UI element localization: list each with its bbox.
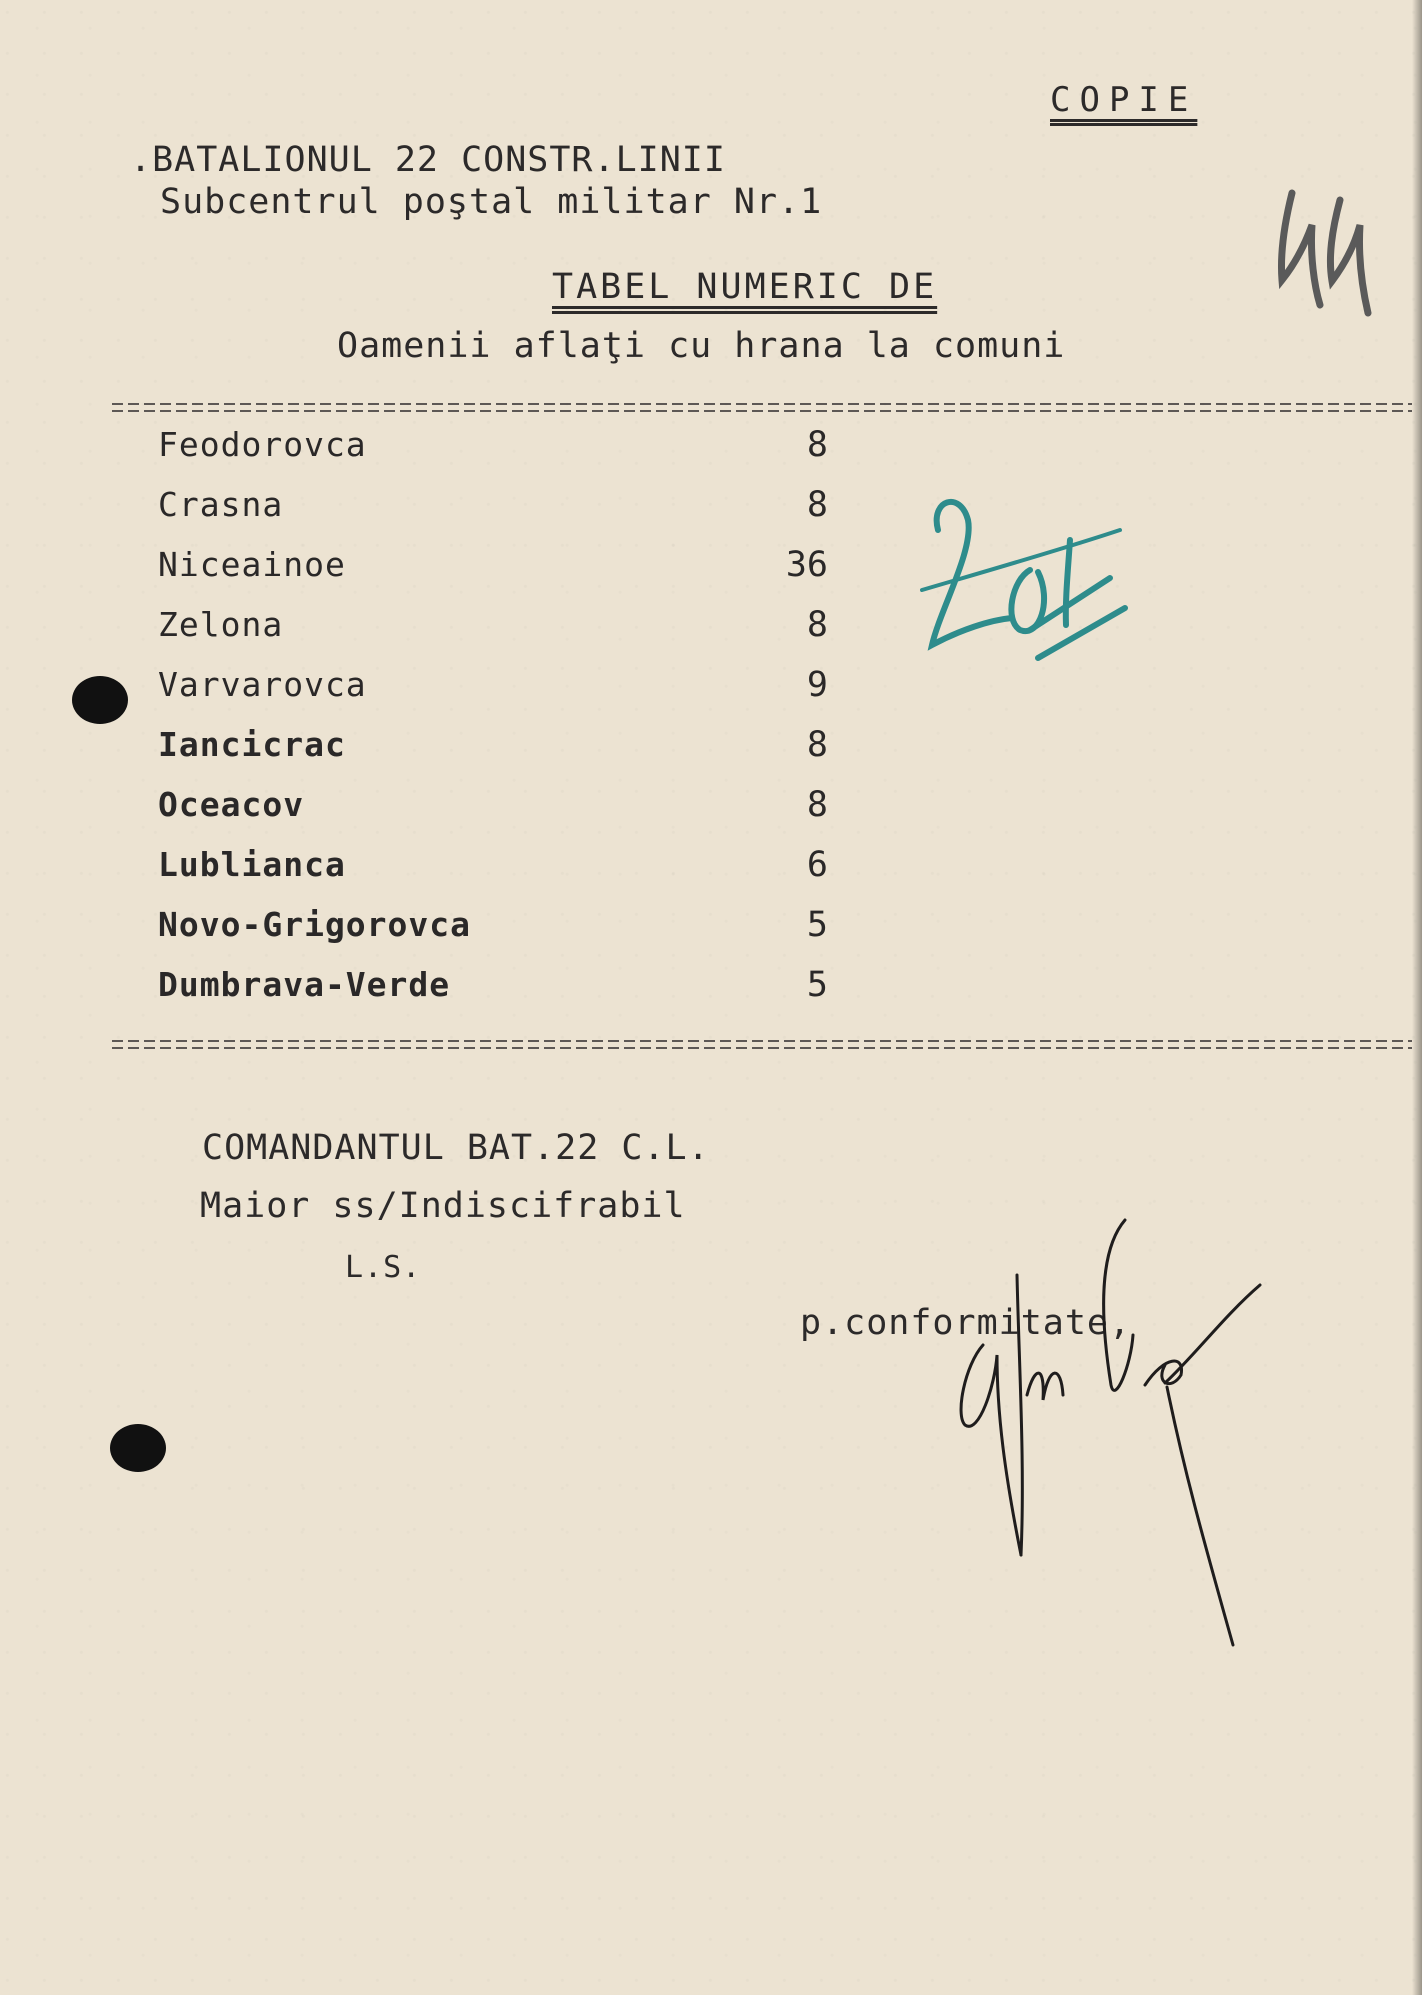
table-row: [158, 545, 828, 605]
punch-hole: [110, 1424, 166, 1472]
table-row: [158, 725, 828, 785]
table-title: TABEL NUMERIC DE: [552, 267, 938, 307]
locality-name: Oceacov: [158, 785, 305, 824]
commander-rank-signature: Maior ss/Indiscifrabil: [200, 1186, 686, 1226]
locality-name: Zelona: [158, 605, 284, 644]
people-count: 5: [806, 965, 828, 1005]
table-top-rule: [112, 403, 1412, 412]
pencil-folio-number: [1270, 185, 1380, 320]
subunit-name: Subcentrul poştal militar Nr.1: [160, 182, 823, 222]
locality-name: Niceainoe: [158, 545, 346, 584]
locality-name: Crasna: [158, 485, 284, 524]
conformity-note: p.conformitate,: [800, 1303, 1132, 1343]
people-count: 9: [806, 665, 828, 705]
table-row: [158, 485, 828, 545]
table-row: [158, 665, 828, 725]
people-count: 5: [806, 905, 828, 945]
locality-name: Novo-Grigorovca: [158, 905, 472, 944]
table-row: [158, 965, 828, 1025]
copy-mark: COPIE: [1050, 80, 1198, 120]
table-row: [158, 425, 828, 485]
people-count: 8: [806, 725, 828, 765]
table-row: [158, 605, 828, 665]
people-count: 8: [806, 605, 828, 645]
locality-name: Lublianca: [158, 845, 346, 884]
locality-name: Feodorovca: [158, 425, 367, 464]
table-row: [158, 845, 828, 905]
locality-name: Varvarovca: [158, 665, 367, 704]
table-row: [158, 785, 828, 845]
people-count: 8: [806, 425, 828, 465]
people-count: 8: [806, 485, 828, 525]
table-bottom-rule: [112, 1040, 1412, 1049]
people-count: 6: [806, 845, 828, 885]
blue-handwritten-number: [920, 460, 1140, 690]
unit-name: .BATALIONUL 22 CONSTR.LINII: [130, 140, 726, 180]
seal-mark: L.S.: [345, 1250, 422, 1285]
locality-name: Dumbrava-Verde: [158, 965, 451, 1004]
people-count: 8: [806, 785, 828, 825]
handwritten-signature: [935, 1215, 1275, 1655]
locality-name: Iancicrac: [158, 725, 346, 764]
table-row: [158, 905, 828, 965]
commander-title: COMANDANTUL BAT.22 C.L.: [202, 1128, 710, 1168]
table-subtitle: Oamenii aflaţi cu hrana la comuni: [337, 326, 1066, 366]
people-count: 36: [785, 545, 828, 585]
locality-table: [158, 425, 828, 1025]
punch-hole: [72, 676, 128, 724]
